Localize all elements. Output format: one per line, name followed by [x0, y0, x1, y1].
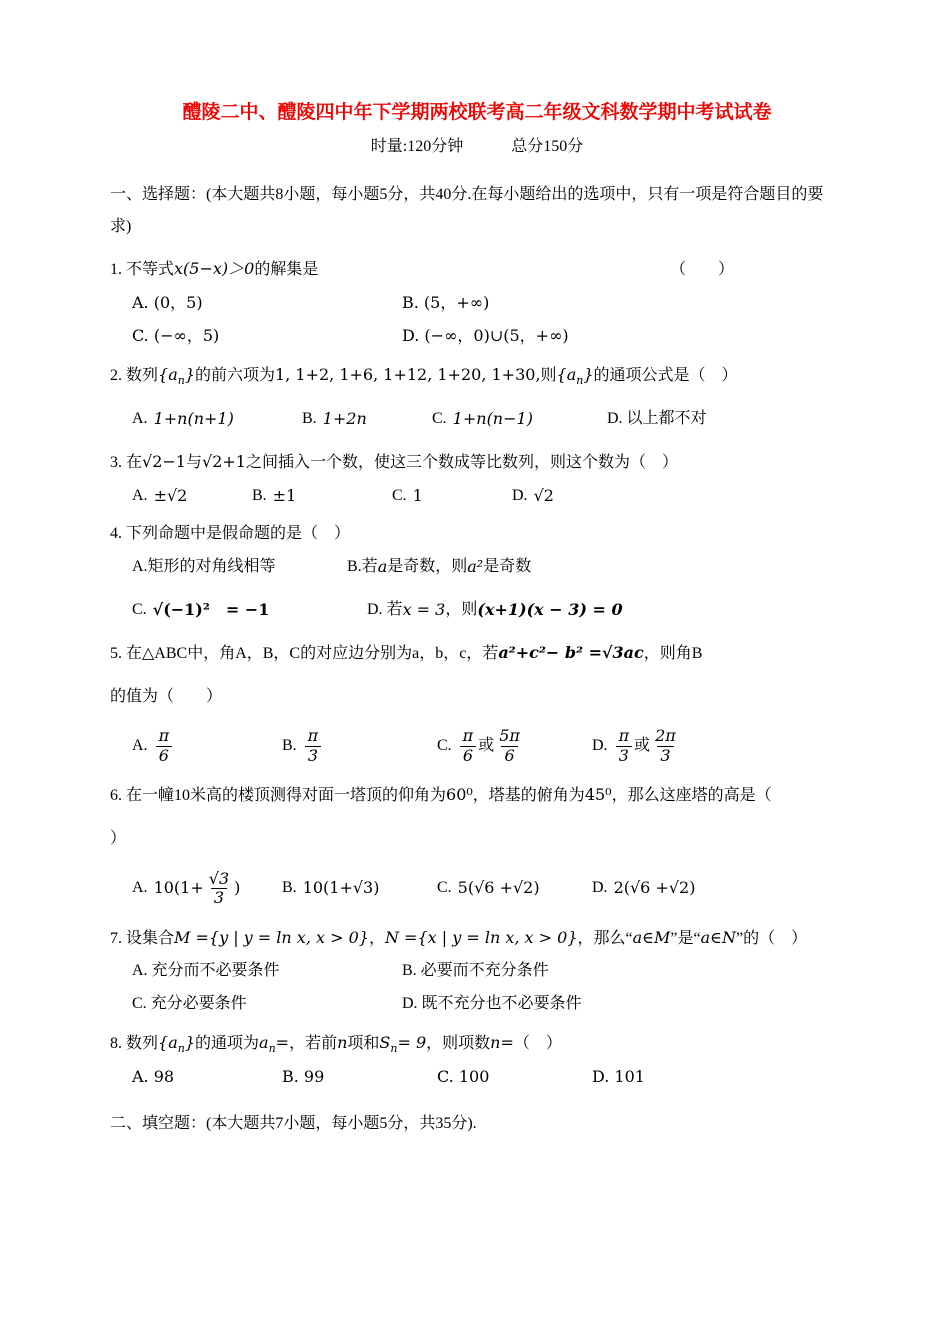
q4-option-b-mid: 是奇数，则 [387, 558, 468, 576]
q8-option-b: B. 99 [282, 1067, 325, 1087]
q2-sequence-terms: 1, 1+2, 1+6, 1+12, 1+20, 1+30, [275, 364, 541, 384]
q4-option-a: A.矩形的对角线相等 [132, 558, 276, 576]
q5-option-d-label: D. [592, 736, 608, 754]
q8-sum-formula [379, 1031, 426, 1057]
q1-options-row2 [110, 324, 844, 349]
q3-option-b-label: B. [252, 486, 267, 504]
q1-options-row1 [110, 291, 844, 316]
q6-text-pre: 6. 在一幢10米高的楼顶测得对面一塔顶的仰角为 [110, 787, 447, 805]
q6-option-a-fraction [206, 870, 232, 908]
q2-an2-sub: n [576, 373, 584, 387]
q5-options [110, 727, 844, 765]
q4-option-d-math2: (x+1)(x − 3) = 0 [477, 600, 623, 619]
q1-option-d: D. (−∞，0)∪(5，+∞) [402, 325, 569, 345]
q3-stem [110, 450, 844, 476]
q7-option-a: A. 充分而不必要条件 [132, 962, 280, 980]
q7-option-c: C. 充分必要条件 [132, 995, 247, 1013]
q4-option-c-math: √(−1)² = −1 [152, 600, 270, 619]
q3-options [110, 484, 844, 509]
q7-text-pre: 7. 设集合 [110, 929, 175, 947]
fraction-numerator: π [307, 726, 319, 746]
q3-text-mid: 与 [185, 453, 202, 471]
q5-option-b-fraction [305, 727, 322, 765]
q8-option-d: D. 101 [592, 1067, 645, 1087]
q8-an-close: } [184, 1032, 196, 1052]
q1-option-a: A. (0，5) [132, 293, 203, 313]
q3-option-c-label: C. [392, 486, 407, 504]
q6-option-b-label: B. [282, 879, 297, 897]
q1-inequality: x(5−x)＞0 [174, 259, 255, 279]
page-title: 醴陵二中、醴陵四中年下学期两校联考高二年级文科数学期中考试试卷 [182, 102, 772, 123]
q6-options [110, 870, 844, 908]
q2-option-d: D. 以上都不对 [607, 410, 707, 428]
q6-option-a [132, 870, 282, 908]
q5-option-c [437, 727, 592, 765]
q8-option-c: C. 100 [437, 1067, 490, 1087]
q8-text-mid3: 项和 [347, 1034, 380, 1052]
q5-option-b [282, 727, 437, 765]
q2-text-pre: 2. 数列 [110, 366, 159, 384]
q8-s-sub: n [390, 1042, 398, 1056]
fraction-numerator: π [158, 726, 170, 746]
q8-aeq-sub: n [268, 1042, 276, 1056]
q1-text-pre: 1. 不等式 [110, 261, 175, 279]
q5-option-b-label: B. [282, 736, 297, 754]
q4-option-b-math2: a² [467, 557, 484, 577]
q4-option-b-pre: B.若 [347, 558, 378, 576]
q5-option-d-fraction1 [616, 727, 633, 765]
q2-option-a [132, 407, 302, 432]
q2-option-a-math: 1+n(n+1) [153, 409, 234, 429]
q7-set-n: N ={x | y = ln x, x > 0} [384, 927, 578, 947]
q6-option-a-pre: 10(1+ [153, 878, 204, 898]
q4-option-c [132, 598, 367, 623]
q8-text-mid1: 的通项为 [195, 1034, 260, 1052]
q3-text-pre: 3. 在 [110, 453, 143, 471]
q4-option-b-post: 是奇数 [483, 558, 532, 576]
q2-an-sub: n [177, 373, 185, 387]
q5-option-a-label: A. [132, 736, 148, 754]
q8-text-pre: 8. 数列 [110, 1034, 159, 1052]
q7-set-m: M ={y | y = ln x, x > 0} [174, 927, 369, 947]
q2-option-c [432, 407, 607, 432]
q2-option-a-label: A. [132, 410, 148, 428]
q7-stem [110, 926, 844, 952]
q5-option-a-fraction [156, 727, 173, 765]
q2-option-b-math: 1+2n [322, 409, 367, 429]
q2-an2-open: {a [556, 364, 577, 384]
q3-option-c [392, 484, 512, 509]
q6-option-a-label: A. [132, 879, 148, 897]
q3-option-d-math: √2 [533, 485, 554, 505]
q2-an2-close: } [583, 364, 594, 384]
q8-text-mid4: ，则项数 [426, 1034, 491, 1052]
q8-term-formula [259, 1031, 289, 1057]
q7-membership-n: a∈N [700, 927, 736, 947]
q6-option-d-label: D. [592, 879, 608, 897]
q1-stem [110, 257, 844, 283]
q6-text-mid: ，塔基的俯角为 [472, 787, 585, 805]
q6-option-b [282, 876, 437, 901]
q5-stem-line2: 的值为（ ） [110, 687, 223, 705]
fraction-denominator: 6 [501, 746, 517, 765]
q5-text-post: ，则角B [643, 644, 703, 662]
q8-an-sub: n [177, 1042, 185, 1056]
q2-option-b-label: B. [302, 410, 317, 428]
q4-option-c-label: C. [132, 601, 147, 618]
q3-option-a [132, 484, 252, 509]
q5-option-c-fraction1 [460, 727, 477, 765]
q6-angle-2: 45⁰ [584, 785, 612, 805]
q6-option-d-math: 2(√6 +√2) [613, 878, 696, 898]
q8-options [110, 1065, 844, 1090]
q2-option-b [302, 407, 432, 432]
q3-root-1: √2−1 [142, 451, 186, 471]
q3-option-d-label: D. [512, 486, 528, 504]
q7-text-mid3: ”是“ [670, 929, 701, 947]
q3-option-b-math: ±1 [272, 485, 297, 505]
q4-option-d-pre: D. 若 [367, 601, 403, 618]
q8-eq: = [500, 1032, 514, 1052]
q7-text-mid2: ，那么“ [577, 929, 633, 947]
q7-membership-m: a∈M [632, 927, 671, 947]
q8-s-post: = 9 [397, 1032, 427, 1052]
q8-var-n2: n [490, 1032, 501, 1052]
fraction-denominator: 3 [305, 746, 321, 765]
q6-option-c [437, 876, 592, 901]
q1-option-b: B. (5，+∞) [402, 293, 490, 313]
fraction-numerator: 2π [655, 726, 676, 746]
q5-option-a [132, 727, 282, 765]
q6-option-a-post: ) [234, 878, 241, 898]
fraction-numerator: π [618, 726, 630, 746]
exam-subtitle: 时量:120分钟 总分150分 [370, 137, 584, 155]
q5-stem-line1 [110, 641, 844, 667]
q3-option-d [512, 484, 554, 509]
q6-option-c-math: 5(√6 +√2) [457, 878, 540, 898]
q5-option-c-or: 或 [478, 736, 495, 754]
fraction-denominator: 3 [657, 746, 673, 765]
fraction-denominator: 3 [211, 888, 227, 907]
q6-text-post: ，那么这座塔的高是（ [611, 787, 772, 805]
q7-options-row1 [110, 959, 844, 984]
q7-option-b: B. 必要而不充分条件 [402, 962, 549, 980]
q6-angle-1: 60⁰ [446, 785, 473, 805]
q5-option-c-fraction2 [496, 727, 523, 765]
q2-text-mid2: 则 [540, 366, 557, 384]
q3-option-c-math: 1 [412, 485, 423, 505]
q2-text-mid1: 的前六项为 [195, 366, 276, 384]
section1-header: 一、选择题：(本大题共8小题，每小题5分，共40分.在每小题给出的选项中，只有一项是符合题目的要求) [110, 186, 824, 236]
q6-option-c-label: C. [437, 879, 452, 897]
fraction-numerator: π [462, 726, 474, 746]
q6-stem-line1 [110, 783, 844, 809]
q8-var-n: n [337, 1032, 348, 1052]
q2-options [110, 407, 844, 432]
q3-option-b [252, 484, 392, 509]
q3-root-2: √2+1 [202, 451, 246, 471]
q2-stem [110, 363, 844, 389]
q7-text-mid1: ， [368, 929, 385, 947]
q5-formula: a²+c²− b² =√3ac [498, 642, 644, 662]
q3-option-a-label: A. [132, 486, 148, 504]
q2-sequence-symbol-2 [557, 363, 594, 389]
q7-options-row2 [110, 992, 844, 1017]
q1-option-c: C. (−∞，5) [132, 325, 220, 345]
q8-s-pre: S [379, 1032, 391, 1052]
q8-an-open: {a [158, 1032, 178, 1052]
section2-header: 二、填空题：(本大题共7小题，每小题5分，共35分). [110, 1114, 477, 1132]
q4-option-d-math1: x = 3 [402, 600, 446, 619]
q1-text-post: 的解集是 [254, 261, 319, 279]
q8-aeq-post: = [275, 1032, 290, 1052]
q7-text-post: ”的（ ） [736, 929, 808, 947]
q5-option-c-label: C. [437, 736, 452, 754]
q4-options-row1 [110, 555, 844, 580]
q2-an-close: } [184, 364, 196, 384]
q5-option-d-fraction2 [652, 727, 679, 765]
q8-sequence-symbol [158, 1031, 195, 1057]
q3-text-post: 之间插入一个数，使这三个数成等比数列，则这个数为（ ） [245, 453, 678, 471]
q4-option-d-mid: ，则 [445, 601, 478, 618]
q8-text-mid2: ，若前 [289, 1034, 338, 1052]
fraction-denominator: 6 [156, 746, 172, 765]
fraction-denominator: 3 [616, 746, 632, 765]
q8-aeq-pre: a [259, 1032, 269, 1052]
q6-stem-line2: ） [110, 829, 127, 847]
q5-option-d [592, 727, 681, 765]
q2-text-post: 的通项公式是（ ） [593, 366, 738, 384]
q4-option-b-math1: a [377, 557, 388, 577]
fraction-denominator: 6 [460, 746, 476, 765]
q4-option-d [367, 598, 623, 623]
q2-option-c-label: C. [432, 410, 447, 428]
q6-option-b-math: 10(1+√3) [302, 878, 380, 898]
fraction-numerator: 5π [499, 726, 520, 746]
q6-option-d [592, 876, 695, 901]
q2-option-c-math: 1+n(n−1) [452, 409, 533, 429]
q8-text-post: （ ） [513, 1034, 562, 1052]
q5-text-pre: 5. 在△ABC中，角A，B，C的对应边分别为a，b，c，若 [110, 644, 499, 662]
q7-option-d: D. 既不充分也不必要条件 [402, 995, 582, 1013]
q2-an-open: {a [158, 364, 178, 384]
q4-options-row2 [110, 598, 844, 623]
q4-stem: 4. 下列命题中是假命题的是（ ） [110, 525, 351, 543]
q8-option-a: A. 98 [132, 1067, 175, 1087]
q4-option-b [347, 555, 531, 580]
q3-option-a-math: ±√2 [153, 485, 188, 505]
q8-stem [110, 1031, 844, 1057]
q1-answer-blank: （ ） [669, 261, 734, 279]
q5-option-d-or: 或 [634, 736, 651, 754]
q2-sequence-symbol [158, 363, 195, 389]
fraction-numerator: √3 [208, 868, 230, 888]
